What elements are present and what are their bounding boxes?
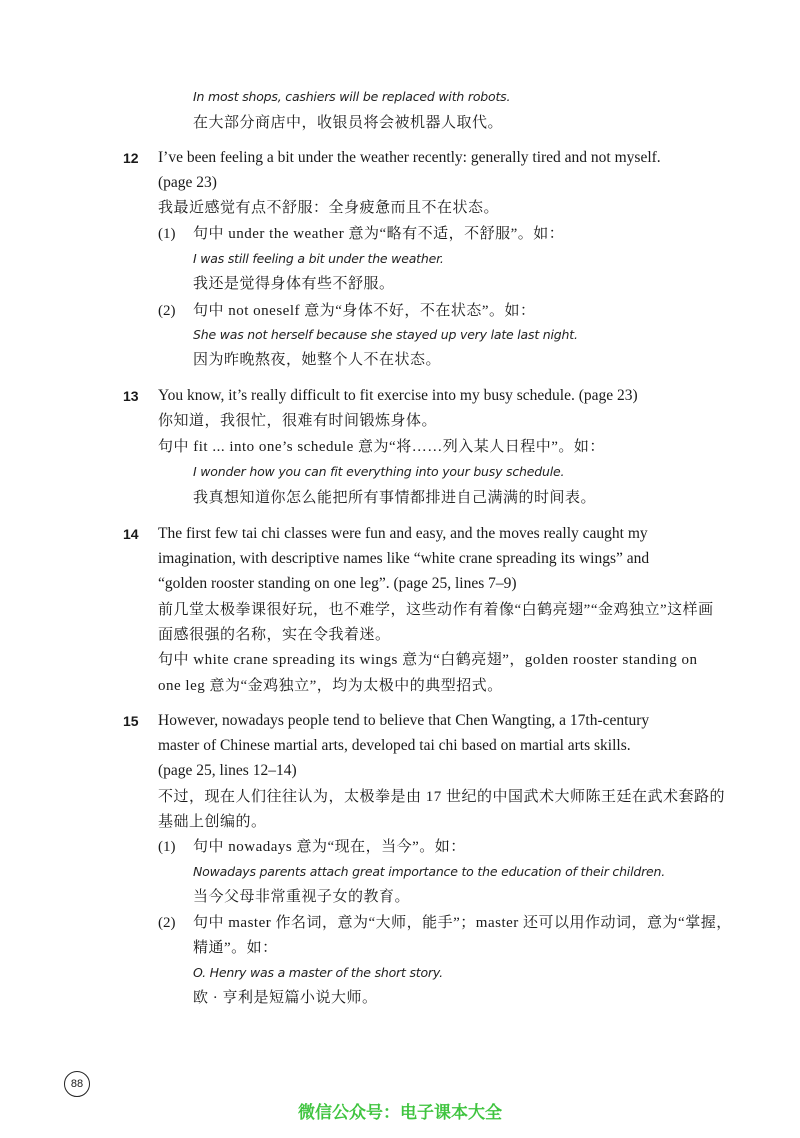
item-number: 14 <box>123 526 139 542</box>
item-translation: 前几堂太极拳课很好玩，也不难学，这些动作有着像“白鹤亮翅”“金鸡独立”这样画 <box>158 602 714 618</box>
item-translation: 不过，现在人们往往认为，太极拳是由 17 世纪的中国武术大师陈王廷在武术套路的 <box>158 789 726 805</box>
item-sentence: master of Chinese martial arts, developed tai chi based on martial arts skills. <box>158 737 631 754</box>
item-translation: 基础上创编的。 <box>158 814 267 830</box>
page-reference: (page 23) <box>158 174 217 191</box>
item-sentence: You know, it’s really difficult to fit exercise into my busy schedule. (page 23) <box>158 387 638 404</box>
item-number: 13 <box>123 388 139 404</box>
item-sentence: I’ve been feeling a bit under the weather recently: generally tired and not myself. <box>158 149 661 166</box>
example-sentence: Nowadays parents attach great importance to the education of their children. <box>193 864 666 879</box>
example-translation: 因为昨晚熬夜，她整个人不在状态。 <box>193 352 442 368</box>
explanation: 句中 fit ... into one’s schedule 意为“将……列入某人日程中”。如： <box>158 439 605 455</box>
sub-number: (1) <box>158 226 176 242</box>
sub-number: (1) <box>158 839 176 855</box>
example-translation: 我还是觉得身体有些不舒服。 <box>193 276 395 292</box>
sub-number: (2) <box>158 915 176 931</box>
item-sentence: However, nowadays people tend to believe that Chen Wangting, a 17th-century <box>158 712 650 729</box>
explanation: 句中 master 作名词，意为“大师，能手”；master 还可以用作动词，意为“掌握， <box>193 915 732 931</box>
example-sentence: I was still feeling a bit under the weather. <box>193 251 444 266</box>
explanation: 句中 nowadays 意为“现在，当今”。如： <box>193 839 466 855</box>
example-sentence: In most shops, cashiers will be replaced with robots. <box>193 89 511 104</box>
example-sentence: I wonder how you can fit everything into your busy schedule. <box>193 464 565 479</box>
sub-number: (2) <box>158 303 176 319</box>
explanation: 句中 under the weather 意为“略有不适，不舒服”。如： <box>193 226 565 242</box>
item-number: 12 <box>123 150 139 166</box>
example-translation: 欧 · 亨利是短篇小说大师。 <box>193 990 378 1006</box>
item-translation: 你知道，我很忙，很难有时间锻炼身体。 <box>158 413 438 429</box>
item-sentence: “golden rooster standing on one leg”. (page 25, lines 7–9) <box>158 575 517 592</box>
example-translation: 我真想知道你怎么能把所有事情都排进自己满满的时间表。 <box>193 490 597 506</box>
explanation: 句中 white crane spreading its wings 意为“白鹤亮翅”，golden rooster standing on <box>158 652 698 668</box>
page-reference: (page 25, lines 12–14) <box>158 762 297 779</box>
page-number: 88 <box>64 1071 90 1097</box>
item-translation: 我最近感觉有点不舒服：全身疲惫而且不在状态。 <box>158 200 500 216</box>
example-translation: 当今父母非常重视子女的教育。 <box>193 889 411 905</box>
item-sentence: The first few tai chi classes were fun and easy, and the moves really caught my <box>158 525 648 542</box>
item-number: 15 <box>123 713 139 729</box>
explanation: one leg 意为“金鸡独立”，均为太极中的典型招式。 <box>158 678 503 694</box>
explanation: 精通”。如： <box>193 940 278 956</box>
footer-watermark: 微信公众号：电子课本大全 <box>298 1103 502 1123</box>
example-sentence: O. Henry was a master of the short story. <box>193 965 443 980</box>
example-translation: 在大部分商店中，收银员将会被机器人取代。 <box>193 115 504 131</box>
example-sentence: She was not herself because she stayed up very late last night. <box>193 327 578 342</box>
item-translation: 面感很强的名称，实在令我着迷。 <box>158 627 391 643</box>
item-sentence: imagination, with descriptive names like “white crane spreading its wings” and <box>158 550 650 567</box>
explanation: 句中 not oneself 意为“身体不好，不在状态”。如： <box>193 303 536 319</box>
